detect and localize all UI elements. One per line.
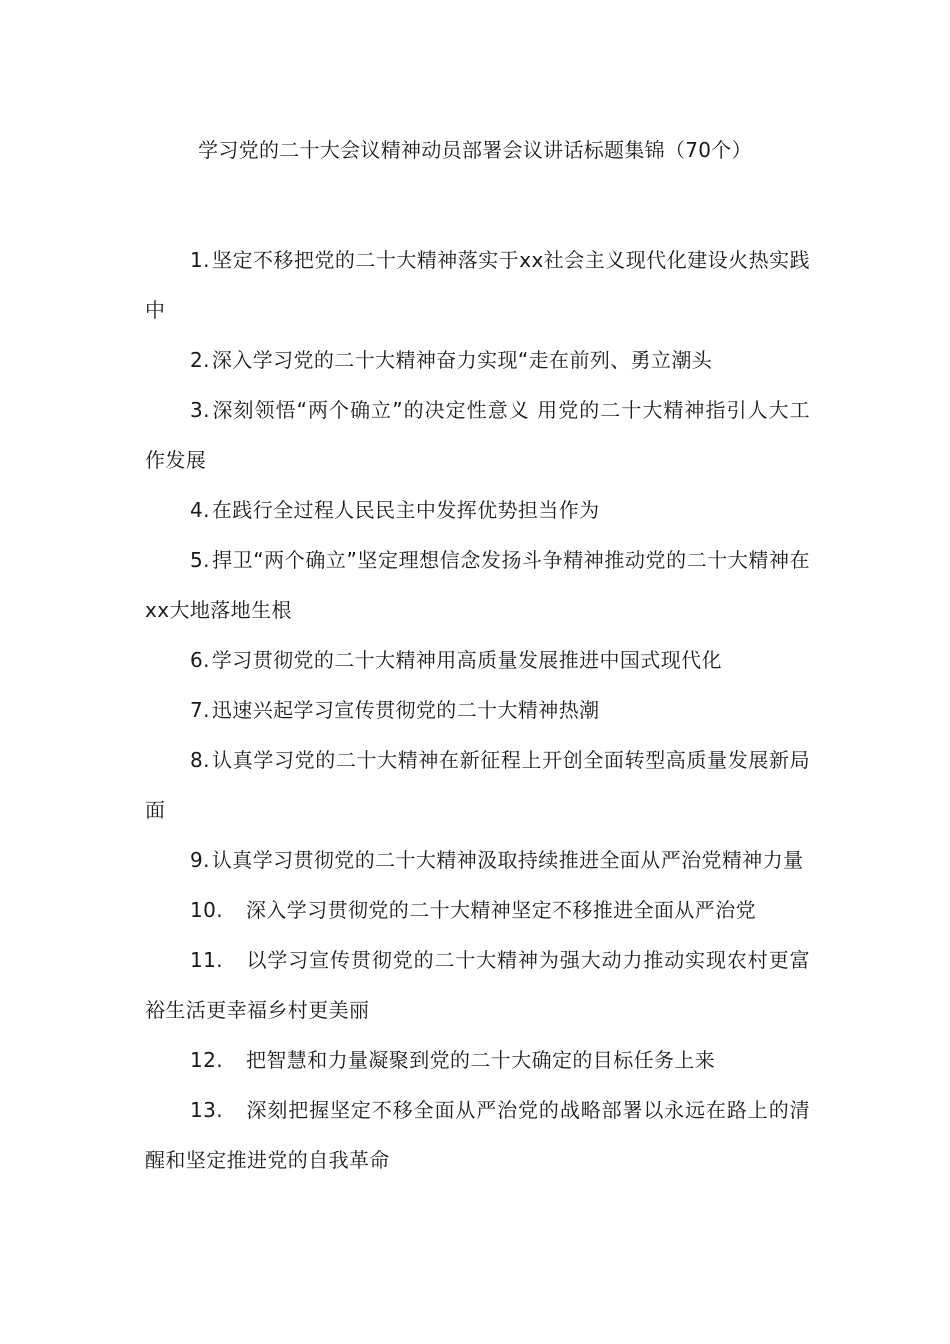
item-number: 1. [190, 248, 210, 272]
title-list [145, 235, 810, 1185]
item-number: 10. [190, 898, 224, 922]
item-text: 坚定不移把党的二十大精神落实于xx社会主义现代化建设火热实践中 [145, 248, 810, 322]
item-number: 3. [190, 398, 210, 422]
item-text: 深入学习党的二十大精神奋力实现“走在前列、勇立潮头 [211, 348, 713, 372]
item-text: 以学习宣传贯彻党的二十大精神为强大动力推动实现农村更富裕生活更幸福乡村更美丽 [145, 948, 810, 1022]
item-text: 捍卫“两个确立”坚定理想信念发扬斗争精神推动党的二十大精神在xx大地落地生根 [145, 548, 810, 622]
list-item [145, 385, 810, 485]
item-number: 7. [190, 698, 210, 722]
list-item [145, 735, 810, 835]
list-item [145, 885, 810, 935]
item-text: 深刻把握坚定不移全面从严治党的战略部署以永远在路上的清醒和坚定推进党的自我革命 [145, 1098, 810, 1172]
item-text: 在践行全过程人民民主中发挥优势担当作为 [211, 498, 600, 522]
list-item [145, 235, 810, 335]
item-text: 认真学习党的二十大精神在新征程上开创全面转型高质量发展新局面 [145, 748, 810, 822]
item-number: 6. [190, 648, 210, 672]
item-text: 学习贯彻党的二十大精神用高质量发展推进中国式现代化 [211, 648, 722, 672]
item-number: 5. [190, 548, 210, 572]
list-item [145, 535, 810, 635]
list-item [145, 835, 810, 885]
item-number: 13. [190, 1098, 224, 1122]
item-text: 迅速兴起学习宣传贯彻党的二十大精神热潮 [211, 698, 600, 722]
item-number: 8. [190, 748, 210, 772]
item-number: 11. [190, 948, 224, 972]
list-item [145, 1035, 810, 1085]
list-item [145, 1085, 810, 1185]
item-number: 12. [190, 1048, 224, 1072]
list-item [145, 485, 810, 535]
item-number: 9. [190, 848, 210, 872]
list-item [145, 685, 810, 735]
list-item [145, 935, 810, 1035]
item-text: 深刻领悟“两个确立”的决定性意义 用党的二十大精神指引人大工作发展 [145, 398, 810, 472]
item-text: 认真学习贯彻党的二十大精神汲取持续推进全面从严治党精神力量 [211, 848, 804, 872]
item-number: 4. [190, 498, 210, 522]
item-text: 把智慧和力量凝聚到党的二十大确定的目标任务上来 [246, 1048, 716, 1072]
list-item [145, 335, 810, 385]
item-number: 2. [190, 348, 210, 372]
item-text: 深入学习贯彻党的二十大精神坚定不移推进全面从严治党 [246, 898, 756, 922]
list-item [145, 635, 810, 685]
document-title: 学习党的二十大会议精神动员部署会议讲话标题集锦（70个） [198, 138, 752, 162]
